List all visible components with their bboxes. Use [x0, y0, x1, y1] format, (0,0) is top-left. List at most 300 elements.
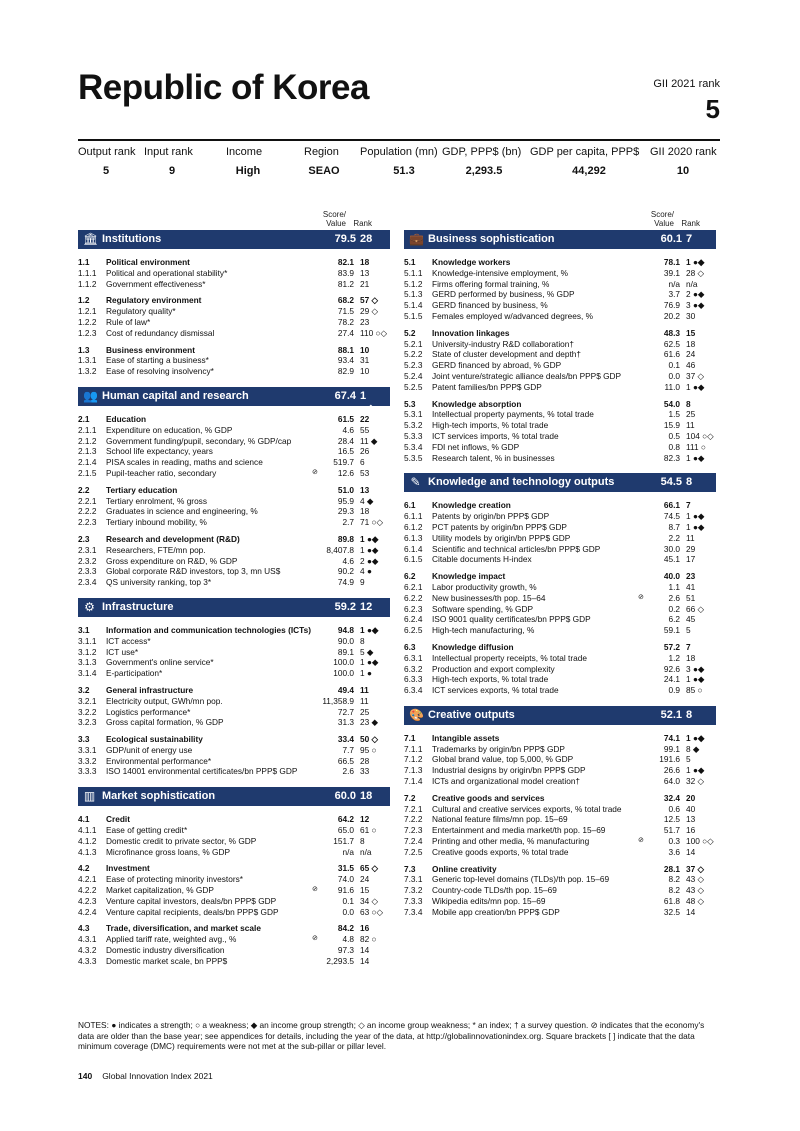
- indicator-row: [404, 279, 716, 290]
- subpillar-row: [404, 257, 716, 268]
- indicator-label: Software spending, % GDP: [432, 603, 533, 614]
- indicator-rank: 1 ●◆: [686, 765, 705, 776]
- indicator-label: Trade, diversification, and market scale: [106, 923, 261, 934]
- summary-value: 2,293.5: [465, 165, 503, 177]
- indicator-row: [404, 300, 716, 311]
- pillar-header: [78, 230, 390, 249]
- indicator-code: 6.2.2: [404, 592, 423, 603]
- indicator-score: 51.7: [663, 825, 680, 836]
- indicator-code: 5.1.3: [404, 289, 423, 300]
- indicator-rank: 43 ◇: [686, 874, 704, 885]
- indicator-row: [404, 885, 716, 896]
- indicator-rank: 4 ●: [360, 566, 372, 577]
- pillar-header: [404, 230, 716, 249]
- indicator-code: 1.3.1: [78, 355, 97, 366]
- indicator-code: 7.1.4: [404, 776, 423, 787]
- pillar-rank: 8: [686, 476, 693, 489]
- institution-icon: 🏛: [83, 232, 99, 246]
- indicator-score: 61.5: [337, 413, 354, 424]
- older-data-icon: ⊘: [312, 468, 318, 476]
- indicator-label: Creative goods and services: [432, 792, 545, 803]
- indicator-code: 5.3.2: [404, 420, 423, 431]
- indicator-code: 7.2.1: [404, 803, 423, 814]
- subpillar-row: [404, 500, 716, 511]
- indicator-rank: 82 ○: [360, 934, 377, 945]
- indicator-label: Education: [106, 413, 147, 424]
- indicator-row: [78, 306, 390, 317]
- older-data-icon: ⊘: [638, 837, 644, 845]
- indicator-code: 3.1.4: [78, 668, 97, 679]
- subpillar-row: [404, 642, 716, 653]
- indicator-code: 6.3.1: [404, 652, 423, 663]
- indicator-label: ICTs and organizational model creation†: [432, 776, 581, 787]
- subpillar-row: [78, 534, 390, 545]
- indicator-code: 7.1.1: [404, 743, 423, 754]
- indicator-rank: 18: [686, 652, 696, 663]
- indicator-row: [404, 511, 716, 522]
- indicator-score: 83.9: [337, 267, 354, 278]
- indicator-score: 74.5: [663, 511, 680, 522]
- subpillar-row: [78, 345, 390, 356]
- indicator-label: Microfinance gross loans, % GDP: [106, 846, 231, 857]
- indicator-label: Expenditure on education, % GDP: [106, 424, 233, 435]
- pillar-name: Business sophistication: [428, 233, 555, 245]
- indicator-label: Domestic credit to private sector, % GDP: [106, 835, 257, 846]
- indicator-row: [404, 311, 716, 322]
- indicator-code: 6.3.4: [404, 685, 423, 696]
- indicator-label: Regulatory quality*: [106, 306, 176, 317]
- indicator-score: 93.4: [337, 355, 354, 366]
- indicator-code: 2.1.1: [78, 424, 97, 435]
- indicator-label: PISA scales in reading, maths and science: [106, 457, 263, 468]
- indicator-row: [404, 371, 716, 382]
- indicator-rank: 3 ●◆: [686, 663, 705, 674]
- indicator-label: Creative goods exports, % total trade: [432, 846, 569, 857]
- indicator-code: 7.1.3: [404, 765, 423, 776]
- indicator-code: 1.1.2: [78, 278, 97, 289]
- indicator-label: Political and operational stability*: [106, 267, 228, 278]
- pillar-rank: 28: [360, 233, 373, 245]
- indicator-code: 3.2: [78, 684, 90, 695]
- indicator-rank: 30: [686, 310, 696, 321]
- indicator-score: 31.3: [337, 717, 354, 728]
- indicator-score: 68.2: [337, 295, 354, 306]
- indicator-rank: 34 ◇: [360, 895, 378, 906]
- indicator-code: 3.3.1: [78, 744, 97, 755]
- indicator-rank: 37 ◇: [686, 863, 704, 874]
- indicator-label: E-participation*: [106, 668, 163, 679]
- indicator-row: [404, 431, 716, 442]
- indicator-rank: 1 ●◆: [360, 657, 379, 668]
- indicator-score: 32.4: [663, 792, 680, 803]
- indicator-code: 1.2: [78, 295, 90, 306]
- indicator-score: 82.1: [337, 257, 354, 267]
- indicator-label: Credit: [106, 814, 130, 825]
- indicator-code: 4.3: [78, 923, 90, 934]
- indicator-code: 7.3.2: [404, 885, 423, 896]
- indicator-score: 59.1: [663, 625, 680, 636]
- indicator-label: Cost of redundancy dismissal: [106, 327, 215, 338]
- indicator-label: Utility models by origin/bn PPP$ GDP: [432, 532, 571, 543]
- indicator-code: 7.3.4: [404, 906, 423, 917]
- indicator-row: [78, 566, 390, 577]
- subpillar-row: [404, 328, 716, 339]
- indicator-label: Mobile app creation/bn PPP$ GDP: [432, 906, 560, 917]
- indicator-code: 4.2: [78, 863, 90, 874]
- indicator-score: 61.8: [663, 896, 680, 907]
- indicator-score: 0.5: [668, 430, 680, 441]
- indicator-rank: 71 ○◇: [360, 517, 383, 528]
- indicator-label: School life expectancy, years: [106, 446, 213, 457]
- indicator-code: 6.1.2: [404, 521, 423, 532]
- indicator-label: Global corporate R&D investors, top 3, mn US$: [106, 566, 281, 577]
- indicator-label: Applied tariff rate, weighted avg., %: [106, 934, 237, 945]
- indicator-row: [78, 745, 390, 756]
- indicator-rank: 65 ◇: [360, 863, 378, 874]
- indicator-rank: 63 ○◇: [360, 906, 383, 917]
- indicator-code: 6.3.2: [404, 663, 423, 674]
- indicator-rank: 6: [360, 457, 365, 468]
- indicator-score: 8,407.8: [326, 544, 354, 555]
- indicator-score: 48.3: [663, 327, 680, 338]
- indicator-rank: 31: [360, 355, 370, 366]
- indicator-label: Scientific and technical articles/bn PPP$ GDP: [432, 543, 601, 554]
- indicator-score: 0.8: [668, 441, 680, 452]
- pillar-name: Human capital and research: [102, 389, 249, 402]
- indicator-rank: 20: [686, 792, 696, 803]
- indicator-row: [404, 685, 716, 696]
- subpillar-row: [78, 923, 390, 934]
- summary-value: High: [235, 165, 261, 177]
- pillar-rank: 18: [360, 790, 373, 803]
- indicator-score: 11,358.9: [322, 695, 354, 706]
- subpillar-row: [78, 814, 390, 825]
- indicator-score: 12.5: [663, 814, 680, 825]
- indicator-score: 40.0: [663, 571, 680, 582]
- indicator-label: Global brand value, top 5,000, % GDP: [432, 754, 574, 765]
- indicator-rank: 37 ◇: [686, 370, 704, 381]
- briefcase-icon: 💼: [409, 232, 424, 246]
- indicator-row: [404, 582, 716, 593]
- summary-value: 10: [676, 165, 690, 177]
- indicator-score: 99.1: [663, 743, 680, 754]
- indicator-rank: 2 ●◆: [360, 555, 379, 566]
- indicator-row: [78, 696, 390, 707]
- indicator-rank: 5: [686, 754, 691, 765]
- indicator-score: 29.3: [337, 506, 354, 517]
- indicator-label: Trademarks by origin/bn PPP$ GDP: [432, 743, 565, 754]
- pillar-name: Infrastructure: [102, 600, 174, 613]
- indicator-rank: 1 ●◆: [686, 381, 705, 392]
- indicator-score: 1.1: [668, 581, 680, 592]
- indicator-score: 94.8: [337, 624, 354, 635]
- indicator-rank: 7: [686, 500, 691, 511]
- pillar-header: [78, 598, 390, 617]
- indicator-rank: 14: [360, 945, 370, 956]
- indicator-score: 519.7: [333, 457, 354, 468]
- indicator-code: 5.1: [404, 257, 416, 267]
- subpillar-row: [78, 257, 390, 268]
- indicator-code: 4.2.3: [78, 895, 97, 906]
- indicator-score: 28.4: [337, 435, 354, 446]
- indicator-code: 6.2.5: [404, 625, 423, 636]
- indicator-label: Cultural and creative services exports, % total trade: [432, 803, 622, 814]
- indicator-score: 90.2: [337, 566, 354, 577]
- indicator-label: Investment: [106, 863, 150, 874]
- indicator-code: 1.1: [78, 257, 90, 267]
- indicator-row: [404, 289, 716, 300]
- indicator-score: 30.0: [663, 543, 680, 554]
- summary-label: Output rank: [78, 146, 136, 158]
- indicator-row: [78, 446, 390, 457]
- indicator-rank: 24: [686, 349, 696, 360]
- indicator-label: Online creativity: [432, 863, 497, 874]
- indicator-label: New businesses/th pop. 15–64: [432, 592, 546, 603]
- indicator-score: 74.1: [663, 732, 680, 743]
- indicator-score: 6.2: [668, 614, 680, 625]
- indicator-rank: 14: [360, 955, 370, 966]
- indicator-score: n/a: [342, 846, 354, 857]
- indicator-code: 2.3: [78, 533, 90, 544]
- indicator-row: [78, 717, 390, 728]
- indicator-rank: 18: [686, 338, 696, 349]
- indicator-code: 5.3: [404, 398, 416, 409]
- publication-name: Global Innovation Index 2021: [102, 1071, 213, 1081]
- indicator-rank: 40: [686, 803, 696, 814]
- summary-label: GII 2020 rank: [650, 146, 717, 158]
- indicator-code: 4.3.1: [78, 934, 97, 945]
- indicator-score: 2.6: [342, 766, 354, 777]
- indicator-label: Production and export complexity: [432, 663, 555, 674]
- indicator-code: 7.2.5: [404, 846, 423, 857]
- subpillar-row: [78, 625, 390, 636]
- summary-value: 9: [168, 165, 176, 177]
- indicator-label: Regulatory environment: [106, 295, 202, 306]
- indicator-label: Tertiary education: [106, 484, 178, 495]
- indicator-code: 3.3.3: [78, 766, 97, 777]
- indicator-row: [404, 674, 716, 685]
- indicator-rank: 57 ◇: [360, 295, 378, 306]
- rank-header: Rank: [353, 219, 372, 228]
- indicator-rank: 61 ○: [360, 825, 377, 836]
- indicator-score: 2.7: [342, 517, 354, 528]
- indicator-score: 95.9: [337, 495, 354, 506]
- subpillar-row: [404, 864, 716, 875]
- indicator-rank: 25: [686, 409, 696, 420]
- indicator-row: [404, 554, 716, 565]
- indicator-score: 49.4: [337, 684, 354, 695]
- indicator-code: 6.2.4: [404, 614, 423, 625]
- indicator-code: 5.2.5: [404, 381, 423, 392]
- indicator-label: General infrastructure: [106, 684, 194, 695]
- indicator-rank: 13: [686, 814, 696, 825]
- indicator-score: 100.0: [333, 668, 354, 679]
- indicator-score: 7.7: [342, 744, 354, 755]
- summary-value: 51.3: [393, 165, 415, 177]
- indicator-rank: n/a: [360, 846, 372, 857]
- indicator-label: Country-code TLDs/th pop. 15–69: [432, 885, 557, 896]
- indicator-score: 0.9: [668, 685, 680, 696]
- indicator-score: 76.9: [663, 300, 680, 311]
- indicator-label: ICT services imports, % total trade: [432, 430, 559, 441]
- indicator-rank: 10: [360, 366, 370, 377]
- indicator-label: University-industry R&D collaboration†: [432, 338, 575, 349]
- page-number: 140: [78, 1071, 93, 1081]
- pillar-score: 54.5: [660, 476, 682, 489]
- indicator-code: 6.3: [404, 641, 416, 652]
- gii-rank-value: 5: [705, 94, 720, 124]
- indicator-code: 7.1: [404, 732, 416, 743]
- indicator-rank: 13: [360, 267, 370, 278]
- indicator-score: 4.8: [342, 934, 354, 945]
- indicator-rank: 10: [360, 344, 370, 355]
- indicator-score: 82.3: [663, 452, 680, 463]
- indicator-row: [404, 847, 716, 858]
- indicator-row: [78, 766, 390, 777]
- indicator-code: 5.1.2: [404, 278, 423, 289]
- indicator-label: National feature films/mn pop. 15–69: [432, 814, 568, 825]
- indicator-row: [78, 366, 390, 377]
- indicator-code: 2.3.2: [78, 555, 97, 566]
- indicator-rank: 110 ○◇: [360, 327, 387, 338]
- pillar-header: [78, 387, 390, 415]
- indicator-row: [404, 604, 716, 615]
- indicator-label: Venture capital investors, deals/bn PPP$ GDP: [106, 895, 277, 906]
- indicator-code: 4.3.3: [78, 955, 97, 966]
- indicator-code: 6.1.1: [404, 511, 423, 522]
- subpillar-row: [404, 793, 716, 804]
- indicator-rank: 16: [686, 825, 696, 836]
- score-value-header: Score/ Value: [650, 210, 674, 228]
- indicator-rank: 23: [686, 571, 696, 582]
- indicator-rank: 1 ●◆: [686, 511, 705, 522]
- older-data-icon: ⊘: [312, 935, 318, 943]
- indicator-row: [78, 836, 390, 847]
- indicator-label: Knowledge-intensive employment, %: [432, 267, 569, 278]
- indicator-rank: 24: [360, 874, 370, 885]
- indicator-code: 2.2.1: [78, 495, 97, 506]
- indicator-rank: 66 ◇: [686, 603, 704, 614]
- indicator-code: 3.3: [78, 734, 90, 745]
- indicator-label: ISO 14001 environmental certificates/bn PPP$ GDP: [106, 766, 298, 777]
- indicator-row: [404, 533, 716, 544]
- indicator-rank: 29 ◇: [360, 306, 378, 317]
- indicator-rank: 33: [360, 766, 370, 777]
- summary-value: SEAO: [308, 165, 340, 177]
- indicator-score: 2.6: [668, 592, 680, 603]
- indicator-score: 0.0: [342, 906, 354, 917]
- right-column: [404, 230, 716, 918]
- indicator-label: Market capitalization, % GDP: [106, 885, 214, 896]
- indicator-score: 90.0: [337, 635, 354, 646]
- subpillar-row: [404, 571, 716, 582]
- indicator-score: 64.0: [663, 776, 680, 787]
- indicator-code: 1.2.3: [78, 327, 97, 338]
- indicator-rank: 28 ◇: [686, 267, 704, 278]
- indicator-label: ICT services exports, % total trade: [432, 685, 559, 696]
- indicator-label: GERD financed by abroad, % GDP: [432, 360, 562, 371]
- indicator-rank: 7: [686, 641, 691, 652]
- indicator-rank: n/a: [686, 278, 698, 289]
- indicator-score: 51.0: [337, 484, 354, 495]
- indicator-code: 7.2.2: [404, 814, 423, 825]
- indicator-rank: 9: [360, 577, 365, 588]
- indicator-row: [404, 420, 716, 431]
- pillar-rank: 12: [360, 600, 373, 613]
- notes: NOTES: ● indicates a strength; ○ a weakness; ◆ an income group strength; ◇ an income group weakness; * an index; † a survey question. ⊘ indicates that the economy's data are older than the base year; see appendices for details, including the year of the data, at http://globalinnovationindex.org. Square brackets [ ] indicate that the data minimum coverage (DMC) requirements were not met at the sub-pillar or pillar level.: [78, 1020, 705, 1051]
- indicator-rank: 25: [360, 706, 370, 717]
- left-column: [78, 230, 390, 967]
- indicator-code: 3.1.2: [78, 646, 97, 657]
- indicator-rank: 26: [360, 446, 370, 457]
- indicator-rank: 5: [686, 625, 691, 636]
- indicator-row: [78, 425, 390, 436]
- indicator-row: [78, 756, 390, 767]
- pillar-name: Creative outputs: [428, 708, 515, 721]
- pillar-rank: 8: [686, 708, 693, 721]
- indicator-row: [404, 836, 716, 847]
- indicator-code: 2.1.4: [78, 457, 97, 468]
- indicator-score: 71.5: [337, 306, 354, 317]
- indicator-code: 4.1.3: [78, 846, 97, 857]
- indicator-score: 84.2: [337, 923, 354, 934]
- indicator-score: 0.0: [668, 370, 680, 381]
- indicator-label: GERD performed by business, % GDP: [432, 289, 575, 300]
- indicator-score: 89.8: [337, 533, 354, 544]
- indicator-row: [404, 339, 716, 350]
- indicator-row: [404, 360, 716, 371]
- indicator-row: [78, 268, 390, 279]
- pillar-header: [404, 706, 716, 725]
- indicator-rank: 11: [360, 684, 369, 695]
- subpillar-row: [78, 414, 390, 425]
- indicator-rank: 14: [686, 906, 696, 917]
- indicator-rank: 1 ●◆: [686, 452, 705, 463]
- indicator-label: Patents by origin/bn PPP$ GDP: [432, 511, 550, 522]
- indicator-score: 72.7: [337, 706, 354, 717]
- indicator-code: 2.3.1: [78, 544, 97, 555]
- indicator-code: 4.2.1: [78, 874, 97, 885]
- indicator-row: [78, 657, 390, 668]
- indicator-rank: 23: [360, 316, 370, 327]
- indicator-code: 7.1.2: [404, 754, 423, 765]
- indicator-rank: 1 ●: [360, 668, 372, 679]
- indicator-label: Knowledge absorption: [432, 398, 522, 409]
- people-icon: 👥: [83, 388, 98, 403]
- indicator-score: 24.1: [663, 674, 680, 685]
- indicator-row: [78, 956, 390, 967]
- indicator-label: Venture capital recipients, deals/bn PPP$ GDP: [106, 906, 279, 917]
- indicator-code: 6.1.3: [404, 532, 423, 543]
- indicator-rank: 15: [686, 327, 696, 338]
- indicator-rank: 50 ◇: [360, 734, 378, 745]
- indicator-row: [78, 545, 390, 556]
- pillar-gap: [78, 377, 390, 387]
- indicator-score: 2,293.5: [326, 955, 354, 966]
- indicator-score: 0.6: [668, 803, 680, 814]
- indicator-row: [404, 765, 716, 776]
- indicator-label: Domestic industry diversification: [106, 945, 225, 956]
- indicator-code: 5.1.4: [404, 300, 423, 311]
- indicator-row: [404, 907, 716, 918]
- indicator-rank: 11: [360, 695, 369, 706]
- pillar-gap: [404, 463, 716, 473]
- indicator-score: 54.0: [663, 398, 680, 409]
- indicator-row: [78, 896, 390, 907]
- indicator-code: 5.1.5: [404, 310, 423, 321]
- pillar-gap: [404, 696, 716, 706]
- indicator-row: [78, 636, 390, 647]
